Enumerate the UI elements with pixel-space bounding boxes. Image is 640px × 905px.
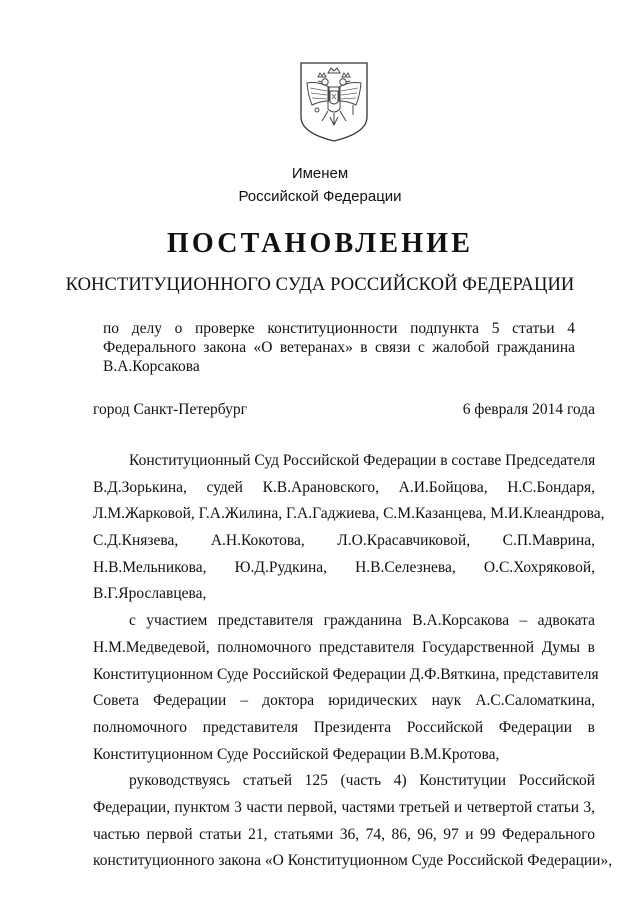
body-line: конституционного закона «О Конституционном Суде Российской Федерации», bbox=[93, 852, 613, 870]
body-line: Конституционный Суд Российской Федерации в составе Председателя bbox=[129, 452, 596, 469]
in-the-name-line1: Именем bbox=[291, 165, 349, 182]
body-line: Н.М.Медведевой, полномочного представителя Государственной Думы в bbox=[93, 638, 595, 656]
in-the-name-line2: Российской Федерации bbox=[238, 188, 402, 205]
body-line: Федерации, пунктом 3 части первой, частями третьей и четвертой статьи 3, bbox=[93, 798, 595, 816]
case-line: В.А.Корсакова bbox=[103, 358, 200, 375]
body-line: С.Д.Князева, А.Н.Кокотова, Л.О.Красавчиковой, С.П.Маврина, bbox=[93, 532, 595, 550]
body-line: Конституционном Суде Российской Федерации Д.Ф.Вяткина, представителя bbox=[93, 665, 599, 683]
body-line: Н.В.Мельникова, Ю.Д.Рудкина, Н.В.Селезнева, О.С.Хохряковой, bbox=[93, 558, 595, 576]
body-line: полномочного представителя Президента Российской Федерации в bbox=[93, 718, 595, 736]
body-line: Совета Федерации – доктора юридических наук А.С.Саломаткина, bbox=[93, 692, 595, 710]
body-line: Л.М.Жарковой, Г.А.Жилина, Г.А.Гаджиева, С.М.Казанцева, М.И.Клеандрова, bbox=[93, 505, 605, 523]
case-line: по делу о проверке конституционности подпункта 5 статьи 4 bbox=[103, 320, 575, 337]
body-line: частью первой статьи 21, статьями 36, 74, 86, 96, 97 и 99 Федерального bbox=[93, 825, 595, 843]
body-line: Конституционном Суде Российской Федерации В.М.Кротова, bbox=[93, 745, 500, 763]
place: город Санкт-Петербург bbox=[93, 401, 247, 418]
body-line: с участием представителя гражданина В.А.Корсакова – адвоката bbox=[129, 612, 595, 630]
document-body bbox=[93, 451, 613, 878]
document-subtitle: КОНСТИТУЦИОННОГО СУДА РОССИЙСКОЙ ФЕДЕРАЦИИ bbox=[65, 275, 575, 295]
date: 6 февраля 2014 года bbox=[462, 401, 595, 418]
body-line: В.Д.Зорькина, судей К.В.Арановского, А.И.Бойцова, Н.С.Бондаря, bbox=[93, 478, 595, 496]
russian-coat-of-arms-icon bbox=[298, 61, 370, 143]
document-title: ПОСТАНОВЛЕНИЕ bbox=[166, 228, 474, 259]
body-line: В.Г.Ярославцева, bbox=[93, 585, 207, 603]
case-description bbox=[103, 319, 575, 376]
case-line: Федерального закона «О ветеранах» в связи с жалобой гражданина bbox=[103, 339, 575, 356]
body-line: руководствуясь статьей 125 (часть 4) Конституции Российской bbox=[129, 772, 595, 790]
